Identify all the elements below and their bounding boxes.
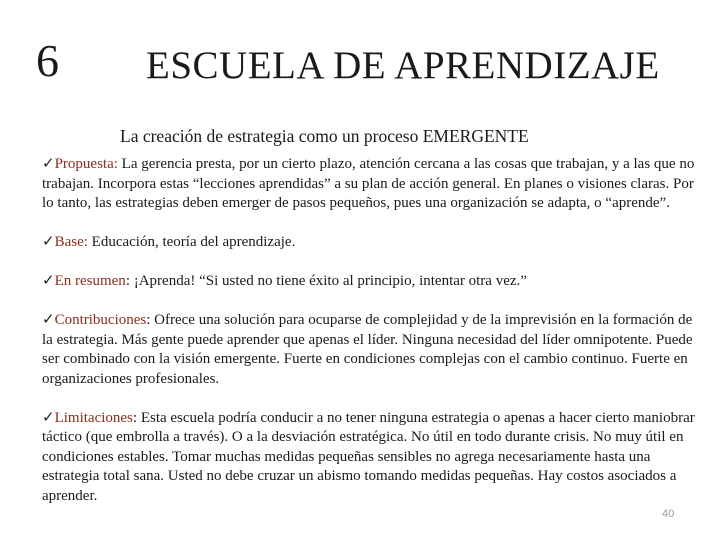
- checkmark-icon: ✓: [42, 409, 55, 426]
- bullet-contribuciones: [42, 311, 698, 389]
- bullet-text: Esta escuela podría conducir a no tener ninguna estrategia o apenas a hacer cierto maniobrar táctico (que embrolla a través). O a la desviación estratégica. No útil en todo durante crisis. No muy útil en condiciones estables. Tomar muchas medidas pequeñas sensibles no agrega necesariamente hasta una estrategia total sana. Usted no debe cruzar un abismo tomando medidas pequeñas. Hay costos asociados a aprender.: [42, 409, 695, 504]
- bullet-colon: :: [125, 273, 130, 289]
- bullet-text: La gerencia presta, por un cierto plazo, atención cercana a las cosas que trabajan, y a las que no trabajan. Incorpora estas “lecciones aprendidas” a su plan de acción general. En planes o visiones claras. Por lo tanto, las estrategias deben emerger de pasos pequeños, pues una organización se adapta, o “aprende”.: [42, 156, 695, 211]
- bullet-text: Educación, teoría del aprendizaje.: [87, 234, 296, 250]
- slide-subtitle: La creación de estrategia como un proceso EMERGENTE: [120, 126, 529, 146]
- bullet-propuesta: [42, 155, 698, 214]
- bullet-colon: :: [132, 409, 138, 426]
- bullet-colon: :: [83, 234, 88, 250]
- bullet-text: ¡Aprenda! “Si usted no tiene éxito al principio, intentar otra vez.”: [129, 273, 527, 289]
- bullet-base: [42, 233, 698, 253]
- slide-number: 6: [36, 35, 59, 86]
- slide-title: ESCUELA DE APRENDIZAJE: [146, 44, 660, 87]
- bullet-en-resumen: [42, 272, 698, 292]
- bullet-keyword: Contribuciones: [54, 312, 147, 328]
- checkmark-icon: ✓: [42, 312, 55, 328]
- bullet-colon: :: [146, 312, 151, 328]
- content-body: [42, 155, 698, 506]
- bullet-text: Ofrece una solución para ocuparse de complejidad y de la imprevisión en la formación de la estrategia. Más gente puede aprender que apenas el líder. Ninguna necesidad del líder omnipotente. Puede ser combinado con la visión emergente. Fuerte en condiciones complejas con el cambio continuo. Fuerte en organizaciones profesionales.: [42, 312, 693, 387]
- page-number: 40: [662, 508, 675, 520]
- bullet-keyword: Limitaciones: [54, 409, 133, 426]
- bullet-keyword: Propuesta: [54, 156, 114, 172]
- checkmark-icon: ✓: [42, 273, 55, 289]
- checkmark-icon: ✓: [42, 156, 55, 172]
- bullet-keyword: Base: [54, 234, 84, 250]
- checkmark-icon: ✓: [42, 234, 55, 250]
- bullet-colon: :: [113, 156, 118, 172]
- bullet-keyword: En resumen: [54, 273, 126, 289]
- bullet-limitaciones: [42, 409, 698, 507]
